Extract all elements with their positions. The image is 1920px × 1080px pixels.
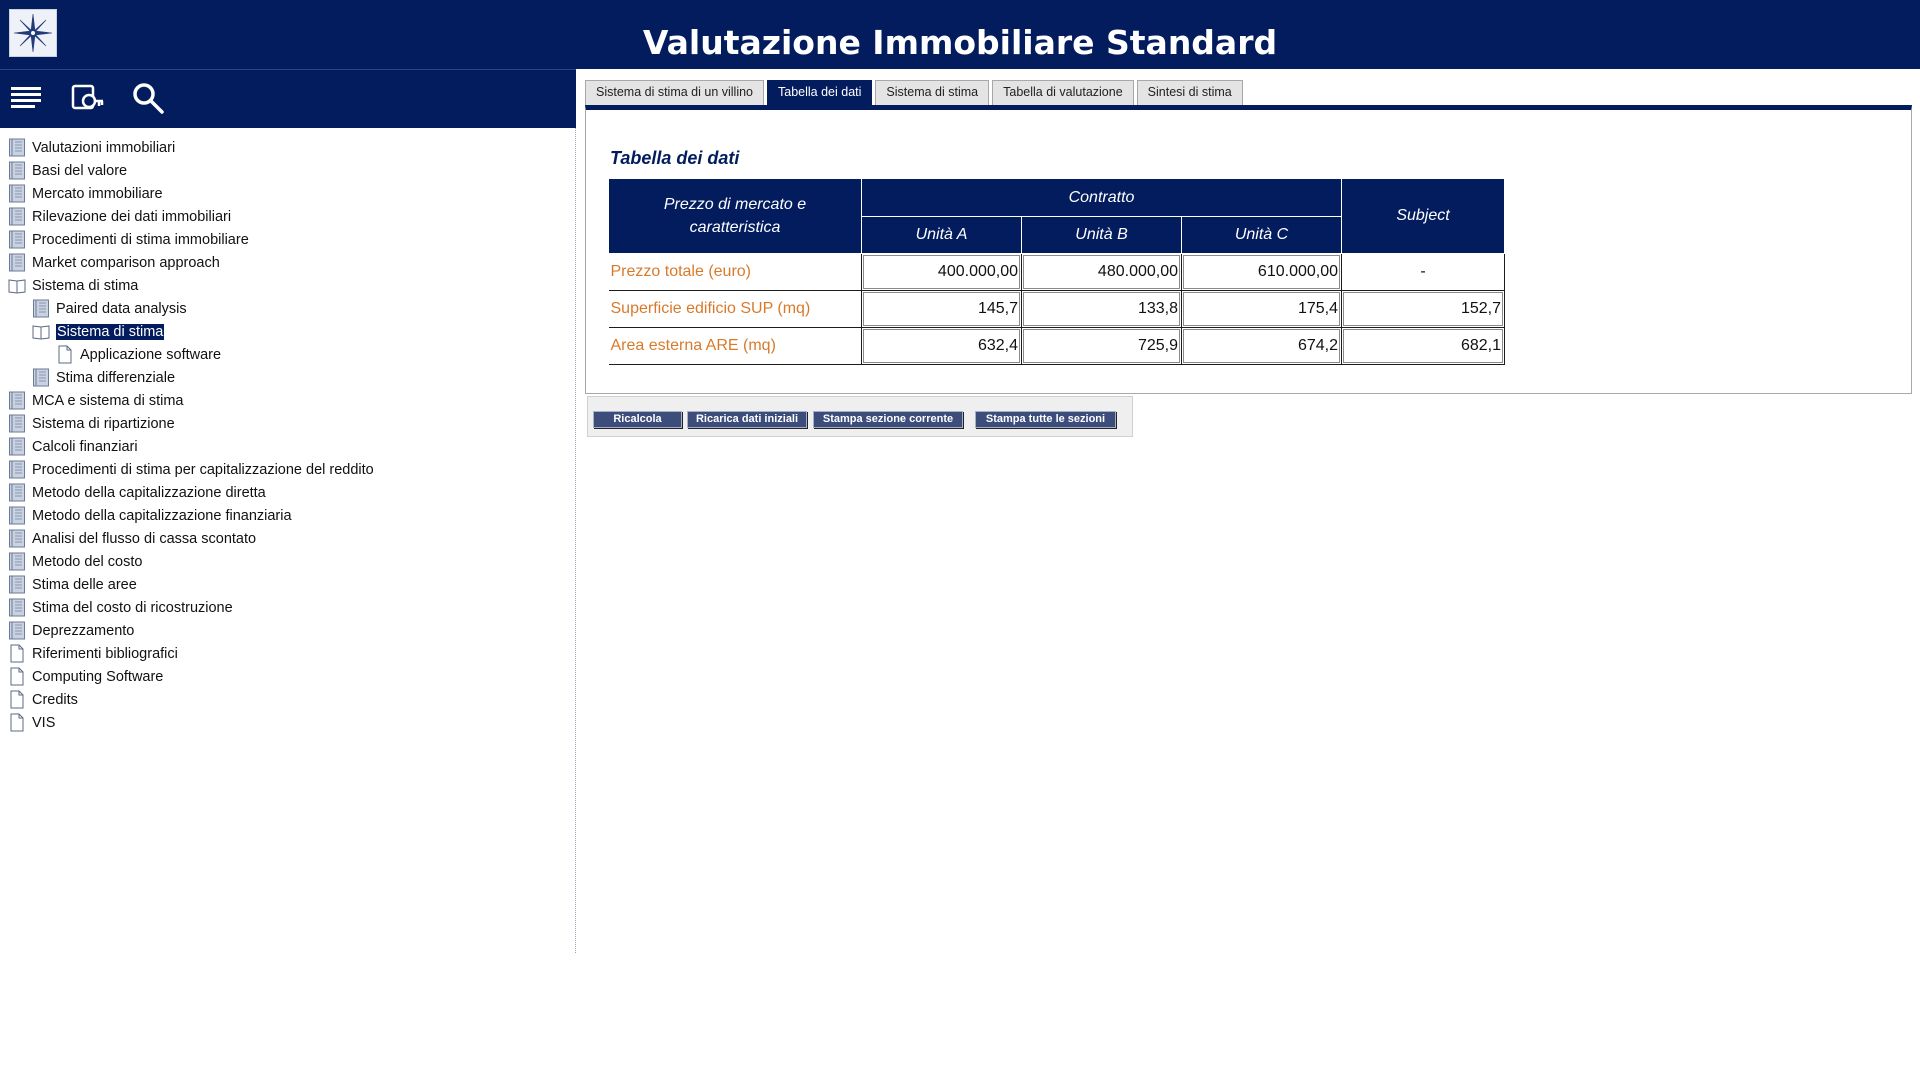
book-closed-icon [8,207,26,226]
header-subject: Subject [1342,179,1505,254]
sidebar-tree-item-label: Stima delle aree [32,576,137,593]
sidebar-tree-item[interactable] [8,205,374,228]
sidebar-tree-item[interactable] [8,642,374,665]
page-icon [8,690,26,709]
sidebar-tree-item[interactable] [8,550,374,573]
book-closed-icon [8,391,26,410]
sidebar-tree-item[interactable] [8,688,374,711]
row-label: Prezzo totale (euro) [609,254,862,291]
sidebar-tree-item[interactable] [8,458,374,481]
sidebar-tree-item[interactable] [8,619,374,642]
table-row [609,254,1505,291]
sidebar-tree-item-label: Valutazioni immobiliari [32,139,176,156]
sidebar-tree-item[interactable] [8,320,374,343]
reload-initial-data-button[interactable]: Ricarica dati iniziali [687,411,807,428]
header-contract-group: Contratto [862,179,1342,217]
sidebar-tree-item[interactable] [8,251,374,274]
sidebar-tree-item-label: Credits [32,691,78,708]
sidebar-tree-item-label: Procedimenti di stima per capitalizzazione del reddito [32,461,374,478]
sidebar-tree-panel [0,128,576,953]
book-closed-icon [8,552,26,571]
row-label: Area esterna ARE (mq) [609,328,862,365]
sidebar-tree-item-label: Metodo della capitalizzazione finanziaria [32,507,292,524]
tab-1[interactable]: Sistema di stima di un villino [585,80,764,105]
unit-a-value-input[interactable]: 145,7 [862,291,1022,328]
book-closed-icon [8,621,26,640]
search-icon[interactable] [130,80,166,116]
unit-b-value-input[interactable]: 133,8 [1022,291,1182,328]
sidebar-tree-item-label: VIS [32,714,56,731]
sidebar-tree-item[interactable] [8,412,374,435]
book-closed-icon [8,575,26,594]
sidebar-tree-item[interactable] [8,343,374,366]
sidebar-tree-item-label: Procedimenti di stima immobiliare [32,231,249,248]
app-header [0,0,1920,69]
page-icon [8,713,26,732]
book-open-icon [8,276,26,295]
subject-value-input: - [1342,254,1505,291]
book-closed-icon [8,529,26,548]
tab-4[interactable]: Tabella di valutazione [992,80,1134,105]
book-closed-icon [8,483,26,502]
sidebar-tree-item[interactable] [8,159,374,182]
header-characteristic: Prezzo di mercato e caratteristica [609,179,862,254]
unit-c-value-input[interactable]: 175,4 [1182,291,1342,328]
book-closed-icon [32,368,50,387]
sidebar-tree-item-label: Calcoli finanziari [32,438,138,455]
tab-2[interactable]: Tabella dei dati [767,80,872,105]
sidebar-tree-item[interactable] [8,228,374,251]
tab-3[interactable]: Sistema di stima [875,80,989,105]
app-title: Valutazione Immobiliare Standard [642,23,1278,62]
sidebar-tree-item-label: Sistema di stima [32,277,139,294]
header-unit-a: Unità A [862,217,1022,254]
sidebar-tree-item[interactable] [8,389,374,412]
sidebar-tree-item[interactable] [8,596,374,619]
sidebar-tree-item-label: Deprezzamento [32,622,135,639]
print-current-section-button[interactable]: Stampa sezione corrente [813,411,963,428]
book-open-icon [32,322,50,341]
sidebar-tree-item[interactable] [8,711,374,734]
page-icon [8,644,26,663]
panel-title: Tabella dei dati [610,148,740,168]
sidebar-tree-item-label: Stima del costo di ricostruzione [32,599,233,616]
sidebar-tree-item-label: Rilevazione dei dati immobiliari [32,208,232,225]
sidebar-tree-item[interactable] [8,665,374,688]
page-icon [8,667,26,686]
subject-value-input[interactable]: 152,7 [1342,291,1505,328]
sidebar-tree-item[interactable] [8,297,374,320]
tab-bar [585,80,1246,105]
sidebar-tree-item-label: Sistema di ripartizione [32,415,175,432]
data-table [608,178,1505,365]
key-icon[interactable] [69,80,105,116]
sidebar-tree-item-label: MCA e sistema di stima [32,392,184,409]
header-unit-b: Unità B [1022,217,1182,254]
sidebar-tree-item-label: Sistema di stima [57,323,164,340]
content-panel [585,105,1912,394]
book-closed-icon [32,299,50,318]
sidebar-tree-item[interactable] [8,481,374,504]
page-icon [56,345,74,364]
subject-value-input[interactable]: 682,1 [1342,328,1505,365]
unit-a-value-input[interactable]: 400.000,00 [862,254,1022,291]
book-closed-icon [8,184,26,203]
sidebar-tree-item-label: Basi del valore [32,162,128,179]
sidebar-tree-item[interactable] [8,435,374,458]
sidebar-tree-item[interactable] [8,136,374,159]
sidebar-tree-item-label: Riferimenti bibliografici [32,645,178,662]
book-closed-icon [8,161,26,180]
book-closed-icon [8,598,26,617]
sidebar-tree-item-label: Metodo della capitalizzazione diretta [32,484,266,501]
tab-5[interactable]: Sintesi di stima [1137,80,1243,105]
book-closed-icon [8,253,26,272]
print-all-sections-button[interactable]: Stampa tutte le sezioni [975,411,1116,428]
sidebar-tree-item-label: Market comparison approach [32,254,220,271]
unit-c-value-input[interactable]: 674,2 [1182,328,1342,365]
book-closed-icon [8,460,26,479]
action-button-bar [587,396,1133,437]
sidebar-tree-item[interactable] [8,182,374,205]
unit-b-value-input[interactable]: 725,9 [1022,328,1182,365]
navigation-tree [8,136,374,734]
sidebar-tree-item-label: Analisi del flusso di cassa scontato [32,530,257,547]
header-unit-c: Unità C [1182,217,1342,254]
book-closed-icon [8,138,26,157]
table-row [609,291,1505,328]
sidebar-tree-item[interactable] [8,504,374,527]
sidebar-tree-item[interactable] [8,274,374,297]
table-body [609,254,1505,365]
recalc-button[interactable]: Ricalcola [593,411,682,428]
sidebar-tree-item[interactable] [8,366,374,389]
menu-lines-icon[interactable] [9,80,45,116]
sidebar-tree-item-label: Mercato immobiliare [32,185,163,202]
row-label: Superficie edificio SUP (mq) [609,291,862,328]
table-row [609,328,1505,365]
toolbar [0,69,576,128]
sidebar-tree-item[interactable] [8,573,374,596]
sidebar-tree-item-label: Applicazione software [80,346,222,363]
sidebar-tree-item-label: Paired data analysis [56,300,187,317]
unit-c-value-input[interactable]: 610.000,00 [1182,254,1342,291]
unit-a-value-input[interactable]: 632,4 [862,328,1022,365]
sidebar-tree-item-label: Metodo del costo [32,553,143,570]
book-closed-icon [8,437,26,456]
sidebar-tree-item[interactable] [8,527,374,550]
book-closed-icon [8,230,26,249]
sidebar-tree-item-label: Computing Software [32,668,164,685]
book-closed-icon [8,414,26,433]
book-closed-icon [8,506,26,525]
sidebar-tree-item-label: Stima differenziale [56,369,176,386]
unit-b-value-input[interactable]: 480.000,00 [1022,254,1182,291]
